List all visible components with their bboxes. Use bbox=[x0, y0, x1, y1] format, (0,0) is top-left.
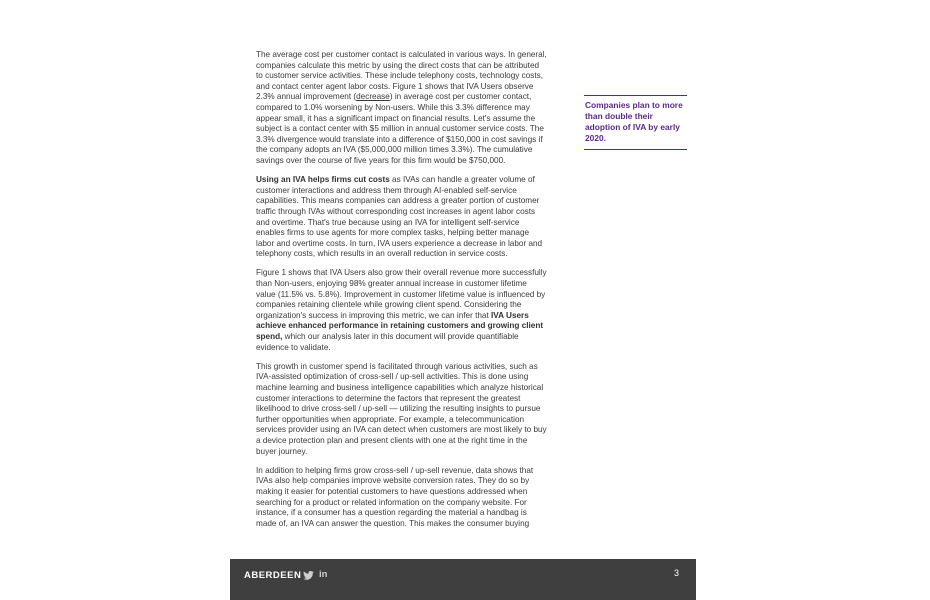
social-links bbox=[303, 570, 327, 580]
body-text-column bbox=[256, 50, 548, 538]
page-number: 3 bbox=[673, 568, 679, 578]
paragraph-conversion: In addition to helping firms grow cross-sell / up-sell revenue, data shows that IVAs also help companies improve website conversion rates. They do so by making it easier for potential customers to have questions addressed when searching for a product or related information on the company website. For instance, if a consumer has a question regarding the material a handbag is made of, an IVA can answer the question. This makes the consumer buying bbox=[256, 465, 534, 528]
paragraph-revenue-growth: Figure 1 shows that IVA Users also grow their overall revenue more successfully than Non-users, enjoying 98% greater annual increase in customer lifetime value (11.5% vs. 5.8%). Improvement in customer lifetime value is influenced by companies retaining clientele while growing client spend. Considering the organization's success in improving this metric, we can infer that IVA Users achieve enhanced performance in retaining customers and growing client spend, which our analysis later in this document will provide quantifiable evidence to validate. bbox=[256, 268, 547, 352]
lead-in-bold: Using an IVA helps firms cut costs bbox=[256, 175, 390, 185]
aberdeen-logo: ABERDEEN bbox=[244, 570, 302, 581]
paragraph-cut-costs: Using an IVA helps firms cut costs as IVAs can handle a greater volume of customer interactions and address them through AI-enabled self-service capabilities. This means companies can address a greater portion of customer traffic through IVAs without corresponding cost increases in agent labor costs and overtime. That's true because using an IVA for intelligent self-service enables firms to use agents for more complex tasks, helping better manage labor and overtime costs. In turn, IVA users experience a decrease in labor and telephony costs, which results in an overall reduction in service costs. bbox=[256, 175, 543, 259]
pull-quote: Companies plan to more than double their adoption of IVA by early 2020. bbox=[584, 95, 687, 150]
decrease-term: decrease bbox=[356, 92, 390, 102]
paragraph-cost-per-contact: The average cost per customer contact is calculated in various ways. In general, companies calculate this metric by using the direct costs that can be attributed to customer service activities. These include telephony costs, technology costs, and contact center agent labor costs. Figure 1 shows that IVA Users observe 2.3% annual improvement (decrease) in average cost per customer contact, compared to 1.0% worsening by Non-users. While this 3.3% difference may appear small, it has a significant impact on financial results. Let's assume the subject is a contact center with $5 million in annual customer service costs. The 3.3% divergence would translate into a difference of $150,000 in cost savings if the company adopts an IVA ($5,000,000 million times 3.3%). The cumulative savings over the course of five years for this firm would be $750,000. bbox=[256, 50, 547, 165]
page-footer bbox=[230, 559, 696, 600]
paragraph-cross-sell: This growth in customer spend is facilitated through various activities, such as IVA-assisted optimization of cross-sell / up-sell activities. This is done using machine learning and business intelligence capabilities which analyze historical customer interactions to determine the factors that represent the greatest likelihood to drive cross-sell / up-sell — utilizing the resulting insights to pursue further opportunities when appropriate. For example, a telecommunication services provider using an IVA can detect when customers are most likely to buy a device protection plan and present clients with one at the right time in the buyer journey. bbox=[256, 361, 547, 456]
key-finding-bold: IVA Users achieve enhanced performance in retaining customers and growing client spend, bbox=[256, 310, 544, 342]
linkedin-icon[interactable]: in bbox=[319, 569, 328, 580]
document-page bbox=[230, 0, 696, 600]
twitter-icon[interactable] bbox=[303, 571, 314, 580]
